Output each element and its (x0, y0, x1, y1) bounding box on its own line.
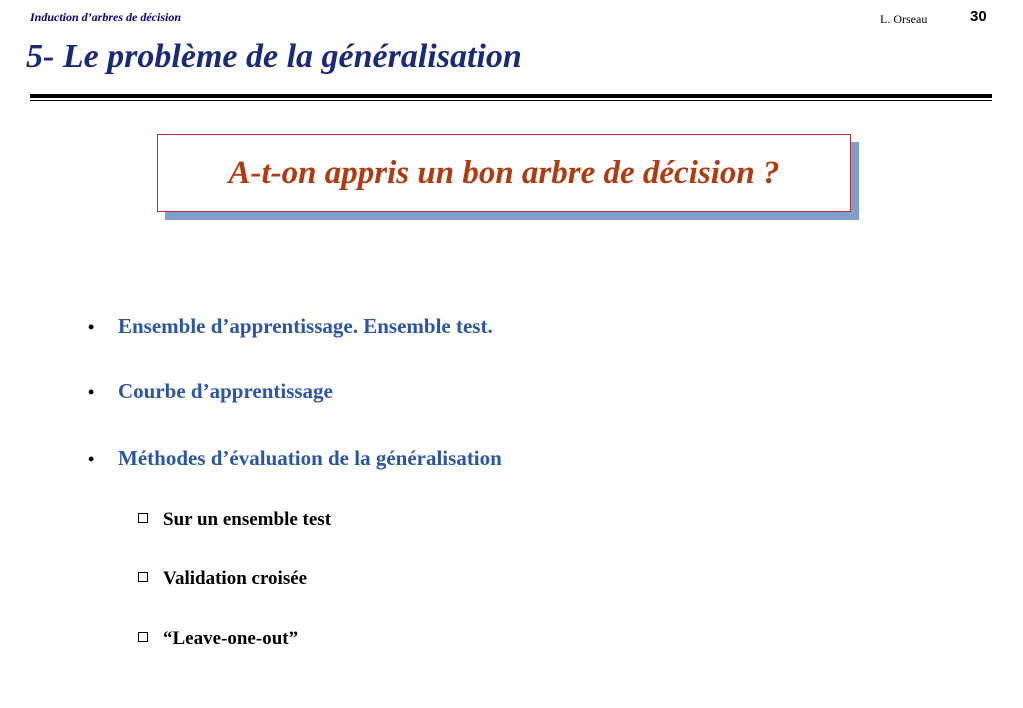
bullet-item (88, 446, 502, 471)
bullet-text: Courbe d’apprentissage (118, 379, 333, 403)
bullet-text: Méthodes d’évaluation de la généralisation (118, 446, 502, 470)
slide-title: 5- Le problème de la généralisation (26, 38, 522, 75)
square-bullet-icon (138, 513, 148, 523)
sub-bullet-text: “Leave-one-out” (163, 628, 299, 649)
sub-bullet-text: Validation croisée (163, 568, 308, 589)
bullet-dot-icon: • (88, 382, 95, 402)
bullet-item (88, 314, 493, 339)
bullet-dot-icon: • (88, 449, 95, 469)
title-rule-thin (30, 100, 992, 101)
square-bullet-icon (138, 632, 148, 642)
author-label: L. Orseau (880, 12, 928, 26)
bullet-dot-icon: • (88, 317, 95, 337)
bullet-text: Ensemble d’apprentissage. Ensemble test. (118, 314, 493, 338)
callout-text: A-t-on appris un bon arbre de décision ? (228, 154, 780, 191)
course-header: Induction d’arbres de décision (30, 10, 182, 24)
page-number: 30 (970, 8, 987, 25)
title-rule-thick (30, 94, 992, 98)
square-bullet-icon (138, 572, 148, 582)
sub-bullet-item (138, 628, 298, 650)
bullet-item (88, 379, 333, 404)
callout-box (157, 134, 851, 212)
sub-bullet-item (138, 509, 331, 531)
sub-bullet-item (138, 568, 307, 590)
sub-bullet-text: Sur un ensemble test (163, 509, 332, 530)
